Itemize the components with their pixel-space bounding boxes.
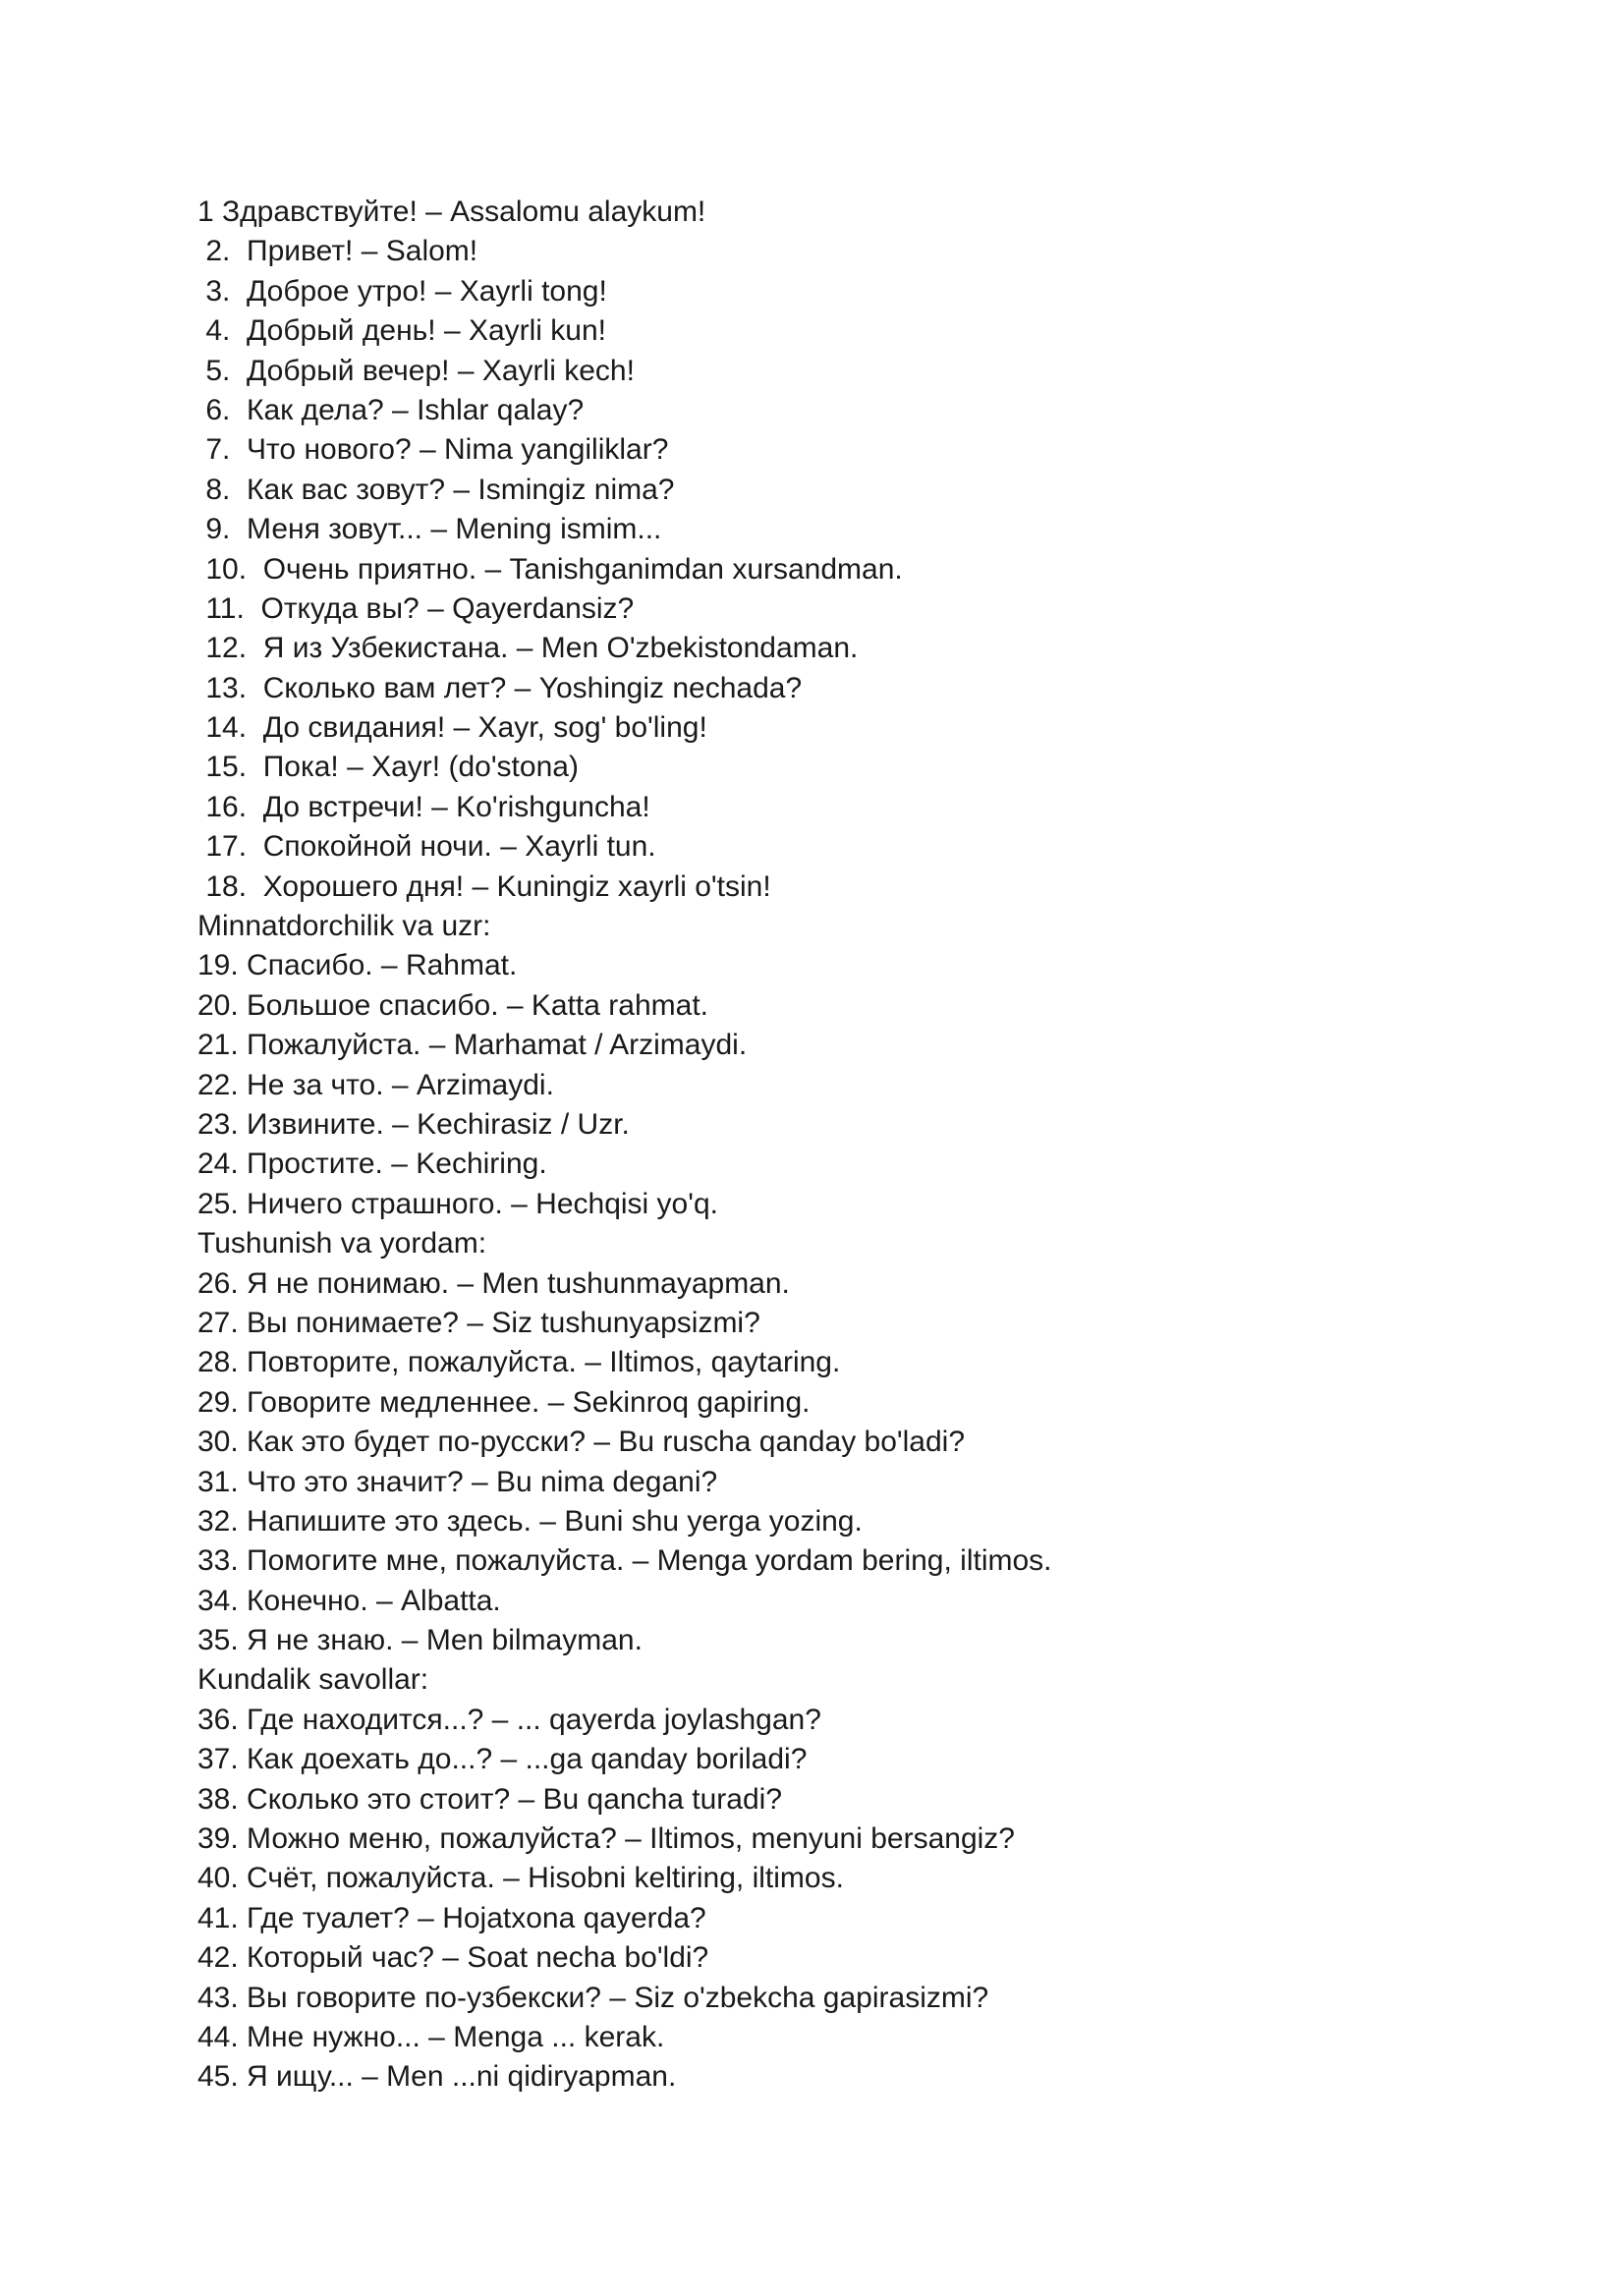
phrase-line: 29. Говорите медленнее. – Sekinroq gapiring.: [197, 1385, 811, 1419]
phrase-line: 17. Спокойной ночи. – Xayrli tun.: [197, 830, 656, 864]
phrase-line: 19. Спасибо. – Rahmat.: [197, 949, 518, 982]
phrase-line: 27. Вы понимаете? – Siz tushunyapsizmi?: [197, 1306, 760, 1339]
phrase-list: [197, 193, 1475, 2098]
phrase-line: 8. Как вас зовут? – Ismingiz nima?: [197, 473, 675, 506]
phrase-line: 2. Привет! – Salom!: [197, 235, 478, 268]
phrase-line: 10. Очень приятно. – Tanishganimdan xursandman.: [197, 552, 903, 586]
phrase-line: 38. Сколько это стоит? – Bu qancha turadi?: [197, 1782, 783, 1816]
phrase-line: 44. Мне нужно... – Menga ... kerak.: [197, 2020, 665, 2053]
phrase-line: 45. Я ищу... – Men ...ni qidiryapman.: [197, 2060, 677, 2094]
phrase-line: 43. Вы говорите по-узбекски? – Siz o'zbekcha gapirasizmi?: [197, 1981, 989, 2014]
phrase-line: 20. Большое спасибо. – Katta rahmat.: [197, 988, 708, 1022]
phrase-line: 18. Хорошего дня! – Kuningiz xayrli o'tsin!: [197, 869, 771, 903]
phrase-line: 31. Что это значит? – Bu nima degani?: [197, 1465, 718, 1498]
phrase-line: 28. Повторите, пожалуйста. – Iltimos, qaytaring.: [197, 1346, 841, 1379]
phrase-line: 12. Я из Узбекистана. – Men O'zbekistondaman.: [197, 632, 859, 665]
phrase-line: 41. Где туалет? – Hojatxona qayerda?: [197, 1901, 706, 1934]
phrase-line: 34. Конечно. – Albatta.: [197, 1584, 501, 1617]
phrase-line: 25. Ничего страшного. – Hechqisi yo'q.: [197, 1187, 718, 1220]
phrase-line: 3. Доброе утро! – Xayrli tong!: [197, 274, 607, 308]
phrase-line: 11. Откуда вы? – Qayerdansiz?: [197, 591, 635, 625]
phrase-line: 13. Сколько вам лет? – Yoshingiz nechada?: [197, 671, 803, 704]
phrase-line: 15. Пока! – Xayr! (do'stona): [197, 751, 579, 784]
phrase-line: 22. Не за что. – Arzimaydi.: [197, 1068, 554, 1101]
phrase-line: 36. Где находится...? – ... qayerda joylashgan?: [197, 1703, 821, 1736]
phrase-line: 21. Пожалуйста. – Marhamat / Arzimaydi.: [197, 1029, 748, 1062]
phrase-line: 32. Напишите это здесь. – Buni shu yerga yozing.: [197, 1504, 863, 1538]
phrase-line: 24. Простите. – Kechiring.: [197, 1148, 547, 1181]
phrase-line: 40. Счёт, пожалуйста. – Hisobni keltiring, iltimos.: [197, 1862, 844, 1895]
phrase-line: 23. Извините. – Kechirasiz / Uzr.: [197, 1107, 630, 1141]
phrase-line: 14. До свидания! – Xayr, sog' bo'ling!: [197, 711, 707, 745]
section-heading: Tushunish va yordam:: [197, 1227, 487, 1260]
phrase-line: 5. Добрый вечер! – Xayrli kech!: [197, 354, 635, 387]
section-heading: Minnatdorchilik va uzr:: [197, 910, 491, 943]
phrase-line: 26. Я не понимаю. – Men tushunmayapman.: [197, 1266, 790, 1300]
phrase-line: 1 Здравствуйте! – Assalomu alaykum!: [197, 196, 706, 228]
phrase-line: 42. Который час? – Soat necha bo'ldi?: [197, 1941, 709, 1975]
phrase-line: 9. Меня зовут... – Mening ismim...: [197, 513, 662, 546]
phrase-line: 39. Можно меню, пожалуйста? – Iltimos, menyuni bersangiz?: [197, 1822, 1015, 1856]
phrase-line: 7. Что нового? – Nima yangiliklar?: [197, 433, 669, 467]
phrase-line: 16. До встречи! – Ko'rishguncha!: [197, 790, 650, 823]
phrase-line: 33. Помогите мне, пожалуйста. – Menga yordam bering, iltimos.: [197, 1544, 1052, 1578]
phrase-line: 4. Добрый день! – Xayrli kun!: [197, 314, 607, 348]
phrase-line: 37. Как доехать до...? – ...ga qanday boriladi?: [197, 1743, 808, 1776]
phrase-line: 35. Я не знаю. – Men bilmayman.: [197, 1624, 643, 1657]
section-heading: Kundalik savollar:: [197, 1663, 429, 1697]
phrase-line: 6. Как дела? – Ishlar qalay?: [197, 393, 585, 426]
phrase-line: 30. Как это будет по-русски? – Bu ruscha qanday bo'ladi?: [197, 1426, 966, 1459]
